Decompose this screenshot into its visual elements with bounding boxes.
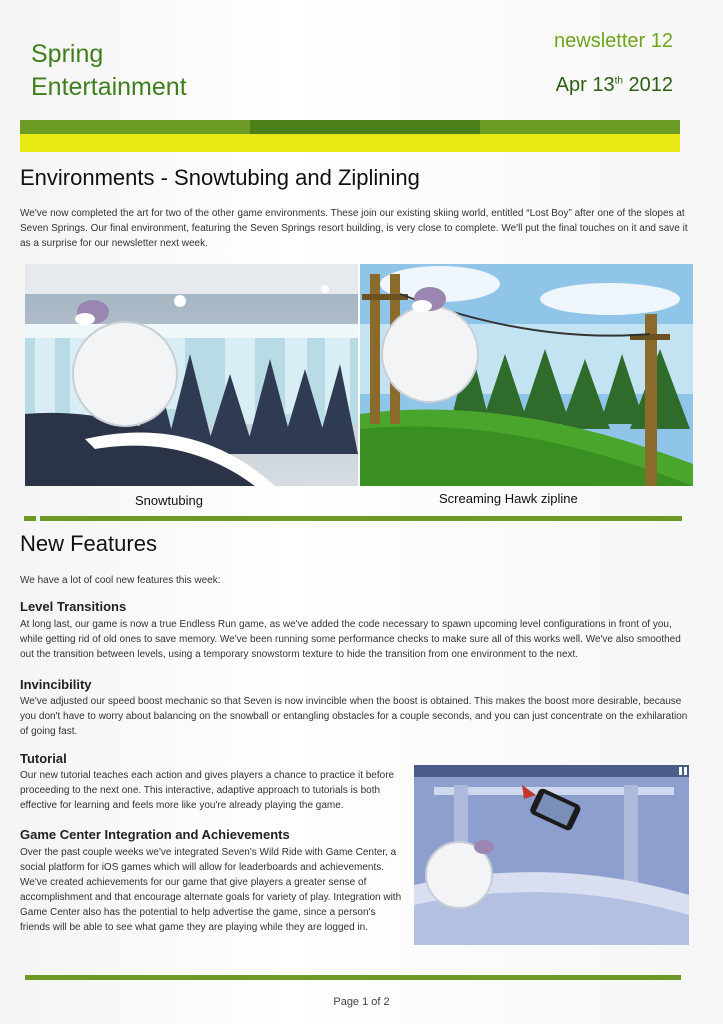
section-divider — [40, 516, 682, 521]
footer-divider — [25, 975, 681, 980]
section-divider-small — [24, 516, 36, 521]
date-suffix-sup: th — [614, 75, 623, 87]
snowtubing-caption: Snowtubing — [135, 493, 203, 508]
date-year: 2012 — [622, 74, 673, 96]
new-features-intro: We have a lot of cool new features this week: — [20, 575, 221, 586]
invincibility-heading: Invincibility — [20, 677, 92, 692]
date-prefix: Apr 13 — [555, 74, 615, 96]
environments-heading: Environments - Snowtubing and Ziplining — [20, 165, 420, 190]
game-center-heading: Game Center Integration and Achievements — [20, 827, 290, 842]
invincibility-paragraph: We've adjusted our speed boost mechanic so that Seven is now invincible when the boost is obtained. This makes the boost more desirable, because you don't have to worry about balancing on the snowball or entangling obstacles for a couple seconds, and you can just concentrate on the exhilaration of going fast. — [20, 696, 688, 737]
newsletter-date — [556, 74, 673, 97]
snowtubing-image — [25, 264, 358, 486]
environments-paragraph: We've now completed the art for two of the other game environments. These join our existing skiing world, entitled “Lost Boy” after one of the slopes at Seven Springs. Our final environment, featuring the Seven Springs resort building, is very close to complete. We'll put the final touches on it and save it as a surprise for our newsletter next week. — [20, 208, 688, 249]
newsletter-number: newsletter 12 — [554, 30, 673, 52]
zipline-image — [360, 264, 693, 486]
company-name — [31, 38, 187, 104]
company-name-line1: Spring — [31, 40, 104, 68]
header-green-bar-dark-segment — [250, 120, 480, 134]
tutorial-heading: Tutorial — [20, 751, 67, 766]
tutorial-paragraph: Our new tutorial teaches each action and gives players a chance to practice it before proceeding to the next one. This interactive, adaptive approach to tutorials is both effective for learning and feels more like you're already playing the game. — [20, 770, 395, 811]
company-name-line2: Entertainment — [31, 73, 187, 101]
new-features-heading: New Features — [20, 531, 157, 556]
level-transitions-heading: Level Transitions — [20, 599, 127, 614]
level-transitions-paragraph: At long last, our game is now a true Endless Run game, as we've added the code necessary to spawn upcoming level configurations in front of you, while getting rid of old ones to save memory. We've been running some performance checks to make sure all of this works well. We've also smoothed out the transition between levels, using a temporary snowstorm texture to hide the transition from one environment to the next. — [20, 619, 681, 660]
zipline-caption: Screaming Hawk zipline — [439, 491, 578, 506]
game-center-paragraph: Over the past couple weeks we've integrated Seven's Wild Ride with Game Center, a social platform for iOS games which will allow for leaderboards and achievements. We've created achievements for our game that give players a greater sense of accomplishment and that encourage alternate goals for variety of play. Integration with Game Center also has the potential to help advertise the game, since a person's friends will be able to see what game they are playing while they are logged in. — [20, 847, 402, 933]
tutorial-screenshot — [414, 765, 689, 945]
header-yellow-bar — [20, 134, 680, 152]
page-number: Page 1 of 2 — [333, 996, 390, 1008]
header-green-bar — [20, 120, 680, 134]
